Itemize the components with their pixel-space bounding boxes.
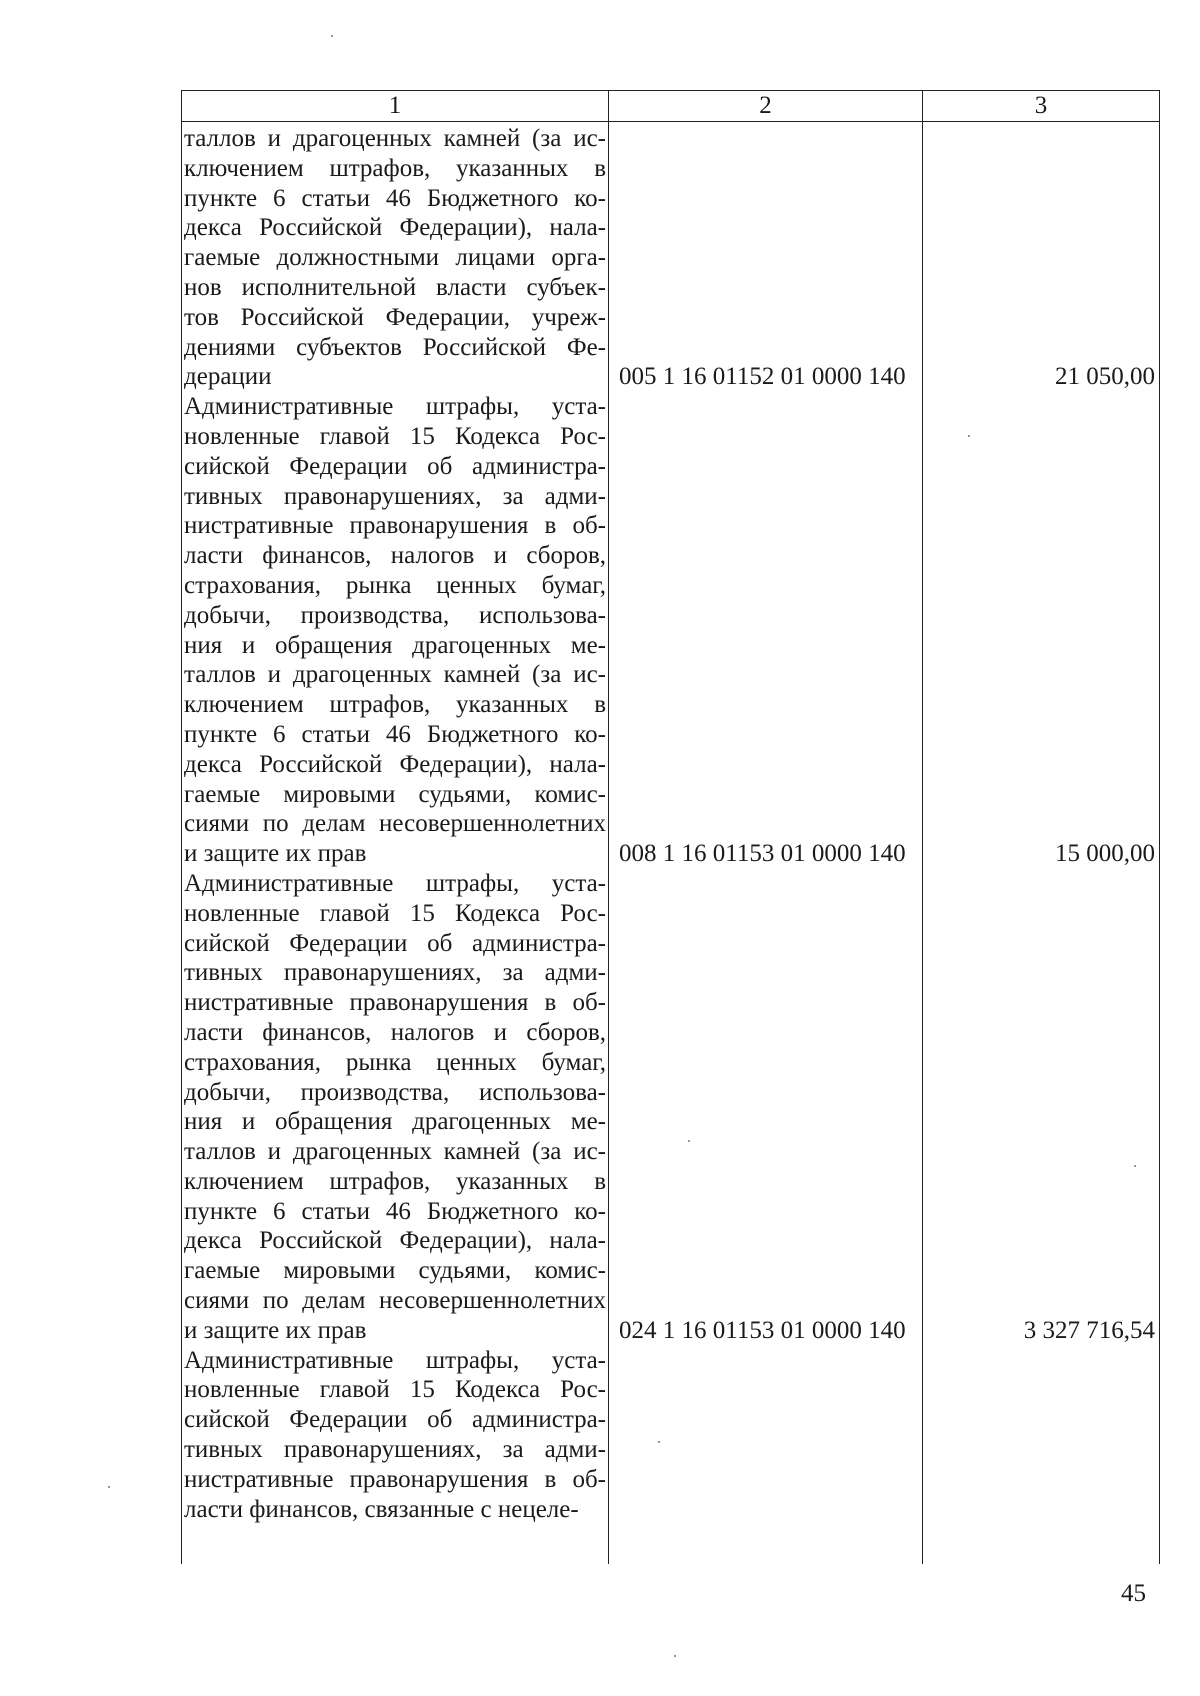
- description-text: [184, 124, 608, 1524]
- description-line: нистративные правонарушения в об-: [184, 1465, 606, 1493]
- description-line: сийской Федерации об администра-: [184, 452, 606, 480]
- description-line: ключением штрафов, указанных в: [184, 1167, 606, 1195]
- description-line: и защите их прав: [184, 1316, 367, 1344]
- scan-speck: [331, 35, 333, 37]
- description-line: новленные главой 15 Кодекса Рос-: [184, 422, 606, 450]
- description-line: дениями субъектов Российской Фе-: [184, 333, 606, 361]
- description-line: декса Российской Федерации), нала-: [184, 1227, 606, 1255]
- description-line: сиями по делам несовершеннолетних: [184, 810, 606, 838]
- description-line: страхования, рынка ценных бумаг,: [184, 1048, 606, 1076]
- description-line: таллов и драгоценных камней (за ис-: [184, 661, 606, 689]
- budget-code: 008 1 16 01153 01 0000 140: [619, 840, 906, 868]
- description-line: сиями по делам несовершеннолетних: [184, 1287, 606, 1315]
- budget-code: 024 1 16 01153 01 0000 140: [619, 1317, 906, 1344]
- sum-column: [923, 122, 1160, 1565]
- description-line: ласти финансов, налогов и сборов,: [184, 1018, 606, 1046]
- scan-speck: [674, 1655, 676, 1657]
- description-line: тивных правонарушениях, за адми-: [184, 1436, 606, 1464]
- description-line: декса Российской Федерации), нала-: [184, 750, 606, 778]
- description-line: и защите их прав: [184, 840, 367, 868]
- description-line: ласти финансов, связанные с нецеле-: [184, 1495, 579, 1523]
- column-header-3: 3: [923, 91, 1160, 122]
- description-line: ключением штрафов, указанных в: [184, 154, 606, 182]
- scan-speck: [1134, 1165, 1136, 1167]
- description-column: [182, 122, 609, 1565]
- description-line: тивных правонарушениях, за адми-: [184, 959, 606, 987]
- description-line: ния и обращения драгоценных ме-: [184, 1108, 606, 1136]
- description-line: гаемые должностными лицами орга-: [184, 244, 606, 272]
- description-line: Административные штрафы, уста-: [184, 393, 606, 421]
- budget-code: 005 1 16 01152 01 0000 140: [619, 363, 906, 391]
- description-line: ласти финансов, налогов и сборов,: [184, 542, 606, 570]
- description-line: добычи, производства, использова-: [184, 601, 606, 629]
- description-line: гаемые мировыми судьями, комис-: [184, 780, 606, 808]
- description-line: пункте 6 статьи 46 Бюджетного ко-: [184, 1197, 606, 1225]
- description-line: сийской Федерации об администра-: [184, 929, 606, 957]
- description-line: тивных правонарушениях, за адми-: [184, 482, 606, 510]
- amount-value: 3 327 716,54: [1023, 1317, 1155, 1344]
- description-line: страхования, рынка ценных бумаг,: [184, 571, 606, 599]
- description-line: новленные главой 15 Кодекса Рос-: [184, 1376, 606, 1404]
- amount-value: 21 050,00: [1055, 363, 1155, 391]
- description-line: Административные штрафы, уста-: [184, 869, 606, 897]
- description-line: ключением штрафов, указанных в: [184, 691, 606, 719]
- description-line: таллов и драгоценных камней (за ис-: [184, 1138, 606, 1166]
- description-line: пункте 6 статьи 46 Бюджетного ко-: [184, 720, 606, 748]
- description-line: ния и обращения драгоценных ме-: [184, 631, 606, 659]
- budget-revenue-table: [181, 90, 1160, 1564]
- description-line: нистративные правонарушения в об-: [184, 512, 606, 540]
- scan-speck: [108, 1486, 110, 1488]
- description-line: декса Российской Федерации), нала-: [184, 214, 606, 242]
- column-number-row: [182, 91, 1160, 122]
- description-line: нистративные правонарушения в об-: [184, 989, 606, 1017]
- description-line: пункте 6 статьи 46 Бюджетного ко-: [184, 184, 606, 212]
- table-row: [182, 122, 1160, 1565]
- code-column: [609, 122, 923, 1565]
- amount-value: 15 000,00: [1055, 840, 1155, 868]
- description-line: новленные главой 15 Кодекса Рос-: [184, 899, 606, 927]
- description-line: тов Российской Федерации, учреж-: [184, 303, 606, 331]
- column-header-1: 1: [182, 91, 609, 122]
- scan-speck: [658, 1441, 660, 1443]
- description-line: дерации: [184, 363, 272, 391]
- page-number: 45: [1121, 1580, 1146, 1607]
- scan-speck: [688, 1140, 690, 1142]
- scan-speck: [968, 435, 970, 437]
- description-line: таллов и драгоценных камней (за ис-: [184, 125, 606, 152]
- description-line: Административные штрафы, уста-: [184, 1346, 606, 1374]
- column-header-2: 2: [609, 91, 923, 122]
- description-line: нов исполнительной власти субъек-: [184, 273, 606, 301]
- description-line: гаемые мировыми судьями, комис-: [184, 1257, 606, 1285]
- description-line: добычи, производства, использова-: [184, 1078, 606, 1106]
- description-line: сийской Федерации об администра-: [184, 1406, 606, 1434]
